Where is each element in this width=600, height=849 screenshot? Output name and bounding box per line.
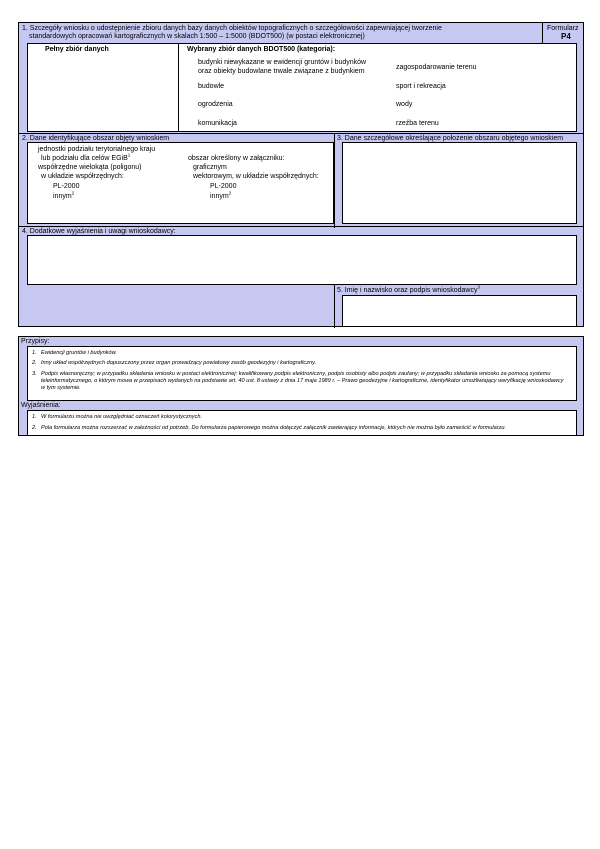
option-innym-right[interactable]: innym$^2$	[210, 190, 232, 200]
section3-title: 3. Dane szczegółowe określające położenie obszaru objętego wnioskiem	[337, 135, 564, 142]
section5-title: 5. Imię i nazwisko oraz podpis wnioskodawcy$^3$	[337, 284, 480, 294]
formularz-label: Formularz	[547, 25, 579, 32]
formularz-code: P4	[561, 32, 571, 41]
section4-input[interactable]	[27, 235, 577, 285]
przypis-2: Inny układ współrzędnych dopuszczony przez organ prowadzący powiatowy zasób geodezyjny i kartograficzny.	[41, 360, 317, 366]
category-sport[interactable]: sport i rekreacja	[396, 83, 446, 90]
option-pl2000-right[interactable]: PL-2000	[210, 183, 237, 190]
przypisy-content: 1. Ewidencji gruntów i budynków. 2. Inny układ współrzędnych dopuszczony przez organ prowadzący powiatowy zasób geodezyjny i kartograficzny. 3. Podpis własnoręczny; w przypadku składania wniosku w postaci elektronicznej: kwalifikowany podpis elektroniczny, podpis osobisty albo podpis zaufany; w przypadku składania wniosku za pomocą systemu teleinformatycznego, o którym mowa w przepisach wydanych na podstawie art. 40 ust. 8 ustawy z dnia 17 maja 1989 r. – Prawo geodezyjne i kartograficzne, identyfikator umożliwiający weryfikację wnioskodawcy w tym systemie.	[27, 346, 577, 401]
label-w-ukladzie: w układzie współrzędnych:	[41, 173, 124, 180]
category-budynki[interactable]: budynki niewykazane w ewidencji gruntów i budynków oraz obiekty budowlane trwale związane z budynkiem	[198, 59, 367, 75]
option-obszar-zalacznik[interactable]: obszar określony w załączniku:	[188, 155, 285, 162]
category-rzezba[interactable]: rzeźba terenu	[396, 120, 439, 127]
selected-set-label: Wybrany zbiór danych BDOT500 (kategoria):	[187, 46, 336, 53]
option-graficznym[interactable]: graficznym	[193, 164, 227, 171]
przypisy-title: Przypisy:	[21, 338, 50, 345]
form-main	[18, 22, 584, 327]
category-wody[interactable]: wody	[396, 101, 413, 108]
section5-signature-input[interactable]	[342, 295, 577, 327]
wyjasnienia-content: 1. W formularzu można nie uwzględniać oznaczeń kolorystycznych. 2. Pola formularza można rozszerzać w zależności od potrzeb. Do formularza papierowego można dołączyć załącznik zawierający informacje, których nie można było zamieścić w formularzu.	[27, 410, 577, 436]
category-komunikacja[interactable]: komunikacja	[198, 120, 237, 127]
section3-input[interactable]	[342, 142, 577, 224]
wyjasnienie-2: Pola formularza można rozszerzać w zależności od potrzeb. Do formularza papierowego można dołączyć załącznik zawierający informacje, których nie można było zamieścić w formularzu.	[41, 425, 507, 431]
section1-title-line1: 1. Szczegóły wniosku o udostępnienie zbioru danych bazy danych obiektów topograficznych o szczegółowości zapewniającej tworzenie	[22, 25, 442, 32]
category-budowle[interactable]: budowle	[198, 83, 225, 90]
option-jednostki[interactable]: jednostki podziału terytorialnego kraju	[38, 146, 156, 153]
wyjasnienie-1: W formularzu można nie uwzględniać oznaczeń kolorystycznych.	[41, 414, 203, 420]
full-set-checkbox-label[interactable]: Pełny zbiór danych	[45, 46, 109, 53]
wyjasnienia-title: Wyjaśnienia:	[21, 402, 61, 409]
przypis-3: Podpis własnoręczny; w przypadku składania wniosku w postaci elektronicznej: kwalifikowany podpis elektroniczny, podpis osobisty albo podpis zaufany; w przypadku składania wniosku za pomocą systemu teleinformatycznego, o którym mowa w przepisach wydanych na podstawie art. 40 ust. 8 ustawy z dnia 17 maja 1989 r. – Prawo geodezyjne i kartograficzne, identyfikator umożliwiający weryfikację wnioskodawcy w tym systemie.	[41, 371, 564, 391]
option-wektorowym[interactable]: wektorowym, w układzie współrzędnych:	[193, 173, 319, 180]
section2-title: 2. Dane identyfikujące obszar objęty wnioskiem	[22, 135, 170, 142]
option-pl2000-left[interactable]: PL-2000	[53, 183, 80, 190]
option-wspolrzedne[interactable]: współrzędne wielokąta (poligonu)	[38, 164, 142, 171]
category-ogrodzenia[interactable]: ogrodzenia	[198, 101, 233, 108]
notes-frame	[18, 336, 584, 436]
option-podzialu-egib[interactable]: lub podziału dla celów EGiB$^1$	[41, 152, 131, 162]
section1-content	[27, 43, 577, 132]
section2-content	[27, 142, 334, 224]
option-innym-left[interactable]: innym$^2$	[53, 190, 75, 200]
section1-title-line2: standardowych opracowań kartograficznych w skalach 1:500 – 1:5000 (BDOT500) (w postaci elektronicznej)	[29, 33, 365, 40]
przypis-1: Ewidencji gruntów i budynków.	[41, 350, 117, 356]
section4-title: 4. Dodatkowe wyjaśnienia i uwagi wnioskodawcy:	[22, 228, 176, 235]
category-zagospodarowanie[interactable]: zagospodarowanie terenu	[396, 64, 477, 71]
